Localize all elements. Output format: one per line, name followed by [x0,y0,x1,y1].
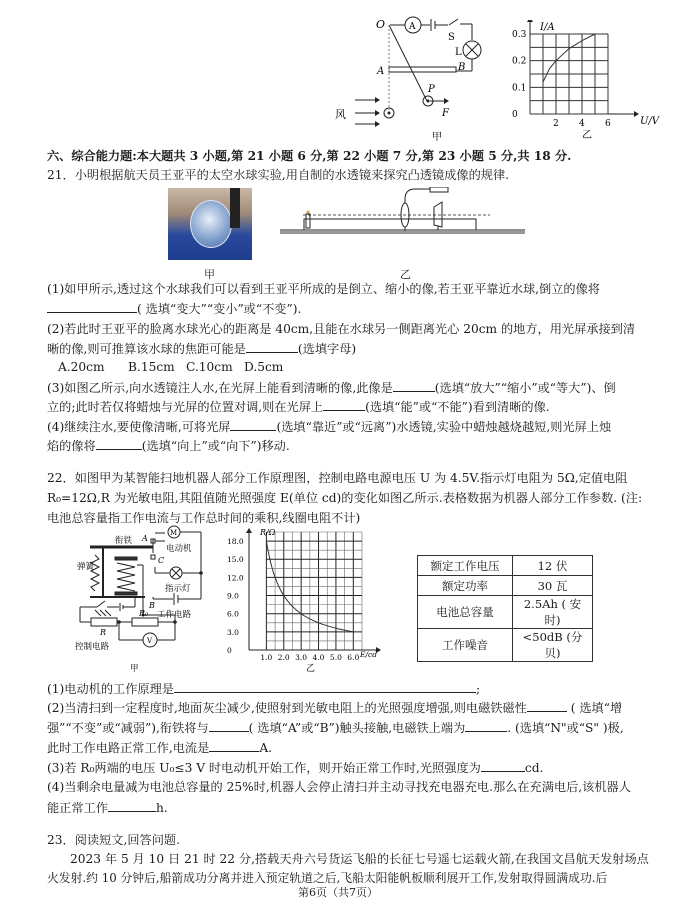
param-value: 12 伏 [513,556,593,576]
q21-part4-line1 [47,418,611,435]
label-wind: 风 [335,108,346,121]
label-b: B [458,62,466,73]
label-r0: R₀ [139,609,149,618]
section-6-title: 六、综合能力题:本大题共 3 小题,第 21 小题 6 分,第 22 小题 7 分,第 23 小题 5 分,共 18 分. [47,149,572,163]
label-s: S [448,32,455,43]
q22-p3-text: (3)若 R₀两端的电压 U₀≤3 V 时电动机开始工作，则开始正常工作时,光照强度为 [47,761,481,775]
x-tick-label: 2 [553,119,559,129]
q21-p1-answer-blank[interactable] [47,300,137,313]
y-tick-label: 0 [512,110,518,120]
label-contact-a: A [142,534,148,543]
label-f: F [442,108,449,119]
x-tick-label: 2.0 [277,653,290,662]
y-tick-label: 15.0 [227,555,244,565]
q22-part3 [47,759,543,776]
y-axis-arrow [246,528,252,533]
label-p: P [428,84,435,95]
wind-circuit-diagram [330,0,500,145]
param-value: <50dB (分贝) [513,629,593,662]
option-a: A.20cm [58,360,105,374]
q22-caption-jia: 甲 [130,664,139,674]
robot-circuit-diagram [75,525,215,675]
q23-paragraph-line2: 火发射.约 10 分钟后,船箭成功分离并进入预定轨道之后,飞船太阳能帆板顺利展开工作,发射取得圆满成功.后 [47,871,608,885]
q21-p4-hint-2: (选填“向上”或“向下”)移动. [141,439,290,453]
x-tick-label: 6.0 [347,653,360,662]
q22-p4-unit: h. [155,801,168,815]
q21-p4-answer-blank-1[interactable] [230,418,276,431]
re-graph [218,527,388,675]
q22-p4-answer-blank[interactable] [108,799,156,812]
q21-p2-answer-blank[interactable] [246,340,298,353]
y-tick-label: 12.0 [227,573,244,583]
y-axis-label: I/A [540,22,555,33]
y-tick-label: 6.0 [227,609,239,619]
q21-part4-line2 [47,437,290,454]
q22-stem-line1: 22．如图甲为某智能扫地机器人部分工作原理图，控制电路电源电压 U 为 4.5V.指示灯电阻为 5Ω,定值电阻 [47,471,628,485]
param-name: 电池总容量 [418,596,513,629]
q22-p3-unit: cd. [524,761,544,775]
label-contact-c: C [158,556,165,565]
re-x-axis-label: E/cd [360,650,378,659]
x-tick-label: 5.0 [329,653,342,662]
x-axis-label: U/V [640,116,660,127]
param-name: 工作噪音 [418,629,513,662]
q22-caption-yi: 乙 [306,664,316,674]
label-r: R [100,628,107,637]
label-control-circuit: 控制电路 [75,642,110,652]
q22-stem-line2: R₀=12Ω,R 为光敏电阻,其阻值随光照强度 E(单位 cd)的变化如图乙所示.表格数据为机器人部分工作参数. (注: [47,491,643,505]
q22-p4-text: 能正常工作 [47,801,108,815]
q22-part2-line3 [47,739,272,756]
label-motor-symbol: M [170,529,178,537]
y-tick-label: 3.0 [227,627,239,637]
q21-p3-hint-1: (选填“放大”“缩小”或“等大”)、倒 [434,381,616,395]
table-row [418,556,593,576]
q22-stem-line3: 电池总容量指工作电流与工作总时间的乘积,线圈电阻不计) [47,511,361,525]
label-motor: 电动机 [166,544,192,554]
q22-part4-line2 [47,799,168,816]
option-b: B.15cm [128,360,175,374]
q22-p2-text-2: 强”“不变”或“减弱”),衔铁将与 [47,721,209,735]
label-work-circuit: 工作电路 [157,610,192,620]
option-c: C.10cm [186,360,233,374]
q22-part1 [47,680,480,697]
q21-stem: 21．小明根据航天员王亚平的太空水球实验,用自制的水透镜来探究凸透镜成像的规律. [47,168,510,182]
x-tick-label: 6 [605,119,611,129]
y-tick-label: 0.1 [512,83,527,94]
param-name: 额定工作电压 [418,556,513,576]
q21-p3-hint-2: (选填“能”或“不能”)看到清晰的像. [365,400,550,414]
label-contact-b: B [149,601,155,610]
q22-p2-answer-blank-1[interactable] [527,699,567,712]
q21-p1-text: (1)如甲所示,透过这个水球我们可以看到王亚平所成的是倒立、缩小的像,若王亚平靠近水球,倒立的像将 [47,282,600,296]
q22-p2-unit: A. [259,741,272,755]
q21-part1-line2 [47,300,301,317]
x-tick-label: 4 [579,119,585,129]
q22-p2-text-4: 此时工作电路正常工作,电流是 [47,741,210,755]
water-ball-photo [168,188,252,260]
y-tick-label: 0.2 [512,56,527,67]
label-indicator: 指示灯 [165,584,191,594]
q22-p1-end: ; [475,682,481,696]
q21-p4-text: (4)继续注水,要使像清晰,可将光屏 [47,420,231,434]
page-footer: 第6页（共7页） [298,886,378,899]
q23-paragraph-line1: 2023 年 5 月 10 日 21 时 22 分,搭载天舟六号货运飞船的长征七号遥七运载火箭,在我国文昌航天发射场点 [70,852,649,866]
iu-graph [490,20,670,145]
table-row [418,629,593,662]
q21-caption-yi: 乙 [400,268,411,281]
x-tick-label: 3.0 [295,653,308,662]
robot-params-table [417,555,593,662]
q21-p1-hint: ( 选填“变大”“变小”或“不变”). [137,302,302,316]
q22-p2-answer-blank-4[interactable] [209,739,259,752]
y-axis-arrow [527,20,533,22]
q21-options [58,359,283,375]
x-tick-label: 1.0 [260,653,273,662]
q21-part2-line1: (2)若此时王亚平的脸离水球光心的距离是 40cm,且能在水球另一侧距离光心 20cm 的地方，用光屏承接到清 [47,322,636,336]
label-o: O [376,18,386,31]
table-row [418,576,593,596]
y-tick-label: 0 [227,646,232,655]
q22-p1-answer-blank[interactable] [174,680,476,693]
caption-yi: 乙 [582,130,592,141]
q21-p3-text: (3)如图乙所示,向水透镜注人水,在光屏上能看到清晰的像,此像是 [47,381,393,395]
q22-p2-hint-1: ( 选填“增 [570,701,623,715]
param-value: 2.5Ah ( 安时) [513,596,593,629]
q22-p2-text: (2)当清扫到一定程度时,地面灰尘减少,使照射到光敏电阻上的光照强度增强,则电磁铁磁性 [47,701,527,715]
option-d: D.5cm [244,360,284,374]
re-y-axis-label: R/Ω [260,528,276,537]
q21-part3-line1 [47,379,616,396]
label-l: L [455,47,462,58]
y-tick-label: 18.0 [227,537,244,547]
q21-p3-text-2: 立的;此时若仅将蜡烛与光屏的位置对调,则在光屏上 [47,400,324,414]
q21-p3-answer-blank-1[interactable] [393,379,435,392]
q23-stem: 23．阅读短文,回答问题. [47,833,180,847]
q22-p2-hint-2: . (选填“N"或“S" )极, [507,721,624,735]
q22-part2-line1 [47,699,622,716]
y-tick-label: 0.3 [512,30,527,40]
q21-part1-line1 [47,281,600,297]
q22-p2-answer-blank-3[interactable] [465,719,507,732]
q21-p4-hint-1: (选填“靠近”或“远离”)水透镜,实验中蜡烛越烧越短,则光屏上烛 [276,420,612,434]
q21-p2-text: 晰的像,则可推算该水球的焦距可能是 [47,342,246,356]
q21-caption-jia: 甲 [204,268,215,281]
q22-part4-line1: (4)当剩余电量减为电池总容量的 25%时,机器人会停止清扫并主动寻找充电器充电.那么在充满电后,该机器人 [47,780,631,794]
q21-p2-hint: (选填字母) [297,342,357,356]
q22-p2-text-3: ( 选填“A”或“B”)触头接触,电磁铁上端为 [248,721,466,735]
q22-p1-text: (1)电动机的工作原理是 [47,682,174,696]
param-name: 额定功率 [418,576,513,596]
q21-p4-text-2: 焰的像将 [47,439,96,453]
label-spring: 弹簧 [77,562,95,572]
label-voltmeter: V [147,637,153,645]
label-ammeter: A [409,22,416,32]
label-a: A [377,66,385,77]
caption-jia: 甲 [432,132,442,143]
q21-part2-line2 [47,340,356,357]
label-armature: 衔铁 [115,536,133,546]
q22-p2-answer-blank-2[interactable] [209,719,249,732]
q21-part3-line2 [47,398,550,415]
x-tick-label: 4.0 [312,653,325,662]
q21-p3-answer-blank-2[interactable] [323,398,365,411]
table-row [418,596,593,629]
x-axis-arrow [634,111,639,117]
q22-p3-answer-blank[interactable] [481,759,525,772]
q21-p4-answer-blank-2[interactable] [96,437,142,450]
q22-part2-line2 [47,719,624,736]
y-tick-label: 9.0 [227,591,239,601]
optical-bench-diagram [280,187,530,265]
param-value: 30 瓦 [513,576,593,596]
